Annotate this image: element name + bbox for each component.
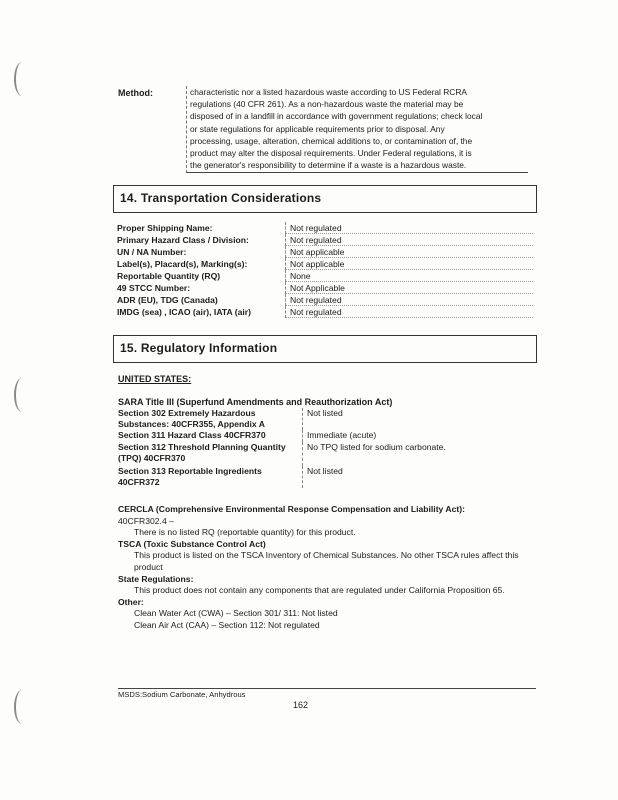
punch-hole-mark: [14, 378, 30, 412]
transport-value: Not regulated: [285, 294, 533, 306]
cercla-reference: 40CFR302.4 –: [118, 515, 174, 526]
method-line: characteristic nor a listed hazardous waste according to US Federal RCRA: [190, 87, 467, 97]
sara-label: Section 302 Extremely Hazardous Substances: 40CFR355, Appendix A: [118, 408, 265, 429]
method-line: or state regulations for applicable requirements prior to disposal. Any: [190, 123, 445, 134]
transport-value: Not regulated: [285, 222, 533, 234]
transport-row: [117, 306, 533, 318]
method-line: product may alter the disposal requirements. Under Federal regulations, it is: [190, 148, 472, 159]
transport-label: 49 STCC Number:: [117, 283, 191, 293]
transport-row: [117, 234, 533, 246]
transport-label: IMDG (sea) , ICAO (air), IATA (air): [117, 307, 252, 317]
transport-row: [117, 270, 533, 282]
sara-value: No TPQ listed for sodium carbonate.: [302, 442, 536, 466]
sara-row: [118, 442, 536, 466]
punch-hole-mark: [14, 62, 30, 96]
transport-value: Not regulated: [285, 306, 533, 318]
method-text: [186, 86, 528, 173]
transport-value: None: [285, 270, 533, 282]
other-heading: Other:: [118, 596, 144, 607]
sara-value: Immediate (acute): [302, 430, 536, 442]
section-14-header: [113, 185, 537, 213]
footer-document-name: MSDS:Sodium Carbonate, Anhydrous: [118, 690, 246, 699]
section-15-header: [113, 335, 537, 363]
section-14-title: 14. Transportation Considerations: [120, 191, 322, 205]
method-line: disposed of in a landfill in accordance with government regulations; check local: [190, 111, 483, 122]
method-line: processing, usage, alteration, chemical additions to, or contamination of, the: [190, 135, 473, 146]
transport-value: Not Applicable: [285, 282, 533, 294]
sara-label: Section 313 Reportable Ingredients 40CFR372: [118, 466, 262, 487]
transport-row: [117, 282, 533, 294]
transport-row: [117, 246, 533, 258]
state-regulations-heading: State Regulations:: [118, 573, 194, 584]
section-15-title: 15. Regulatory Information: [120, 341, 278, 355]
method-label: Method:: [118, 88, 153, 98]
transport-value: Not applicable: [285, 258, 533, 270]
other-line: Clean Air Act (CAA) – Section 112: Not regulated: [134, 619, 320, 630]
transport-row: [117, 294, 533, 306]
sara-label: Section 311 Hazard Class 40CFR370: [118, 430, 266, 440]
us-heading: UNITED STATES:: [118, 374, 192, 384]
tsca-heading: TSCA (Toxic Substance Control Act): [118, 538, 266, 549]
sara-label: Section 312 Threshold Planning Quantity (TPQ) 40CFR370: [118, 442, 286, 463]
transport-label: Proper Shipping Name:: [117, 223, 213, 233]
sara-row: [118, 466, 536, 488]
footer-divider: [118, 688, 536, 689]
cercla-text: There is no listed RQ (reportable quantity) for this product.: [134, 527, 356, 538]
sara-value: Not listed: [302, 466, 536, 488]
transport-label: UN / NA Number:: [117, 247, 187, 257]
sara-heading: SARA Title III (Superfund Amendments and Reauthorization Act): [118, 397, 393, 407]
punch-hole-mark: [14, 690, 30, 724]
page-number: 162: [293, 700, 309, 710]
other-line: Clean Water Act (CWA) – Section 301/ 311: Not listed: [134, 608, 338, 619]
tsca-text: This product is listed on the TSCA Inventory of Chemical Substances. No other TSCA rules affect this product: [134, 550, 519, 572]
state-regulations-text: This product does not contain any components that are regulated under California Proposition 65.: [134, 585, 505, 596]
transport-table: [117, 222, 533, 318]
sara-value: Not listed: [302, 408, 536, 430]
transport-label: ADR (EU), TDG (Canada): [117, 295, 218, 305]
sara-table: [118, 408, 536, 488]
method-line: regulations (40 CFR 261). As a non-hazardous waste the material may be: [190, 99, 464, 110]
transport-value: Not regulated: [285, 234, 533, 246]
transport-label: Primary Hazard Class / Division:: [117, 235, 249, 245]
transport-row: [117, 222, 533, 234]
transport-value: Not applicable: [285, 246, 533, 258]
transport-label: Label(s), Placard(s), Marking(s):: [117, 259, 248, 269]
sara-row: [118, 408, 536, 430]
cercla-block: [118, 504, 538, 632]
transport-label: Reportable Quantity (RQ): [117, 271, 221, 281]
transport-row: [117, 258, 533, 270]
sara-row: [118, 430, 536, 442]
cercla-heading: CERCLA (Comprehensive Environmental Response Compensation and Liability Act):: [118, 504, 465, 514]
method-line: the generator's responsibility to determine if a waste is a hazardous waste.: [190, 160, 467, 171]
